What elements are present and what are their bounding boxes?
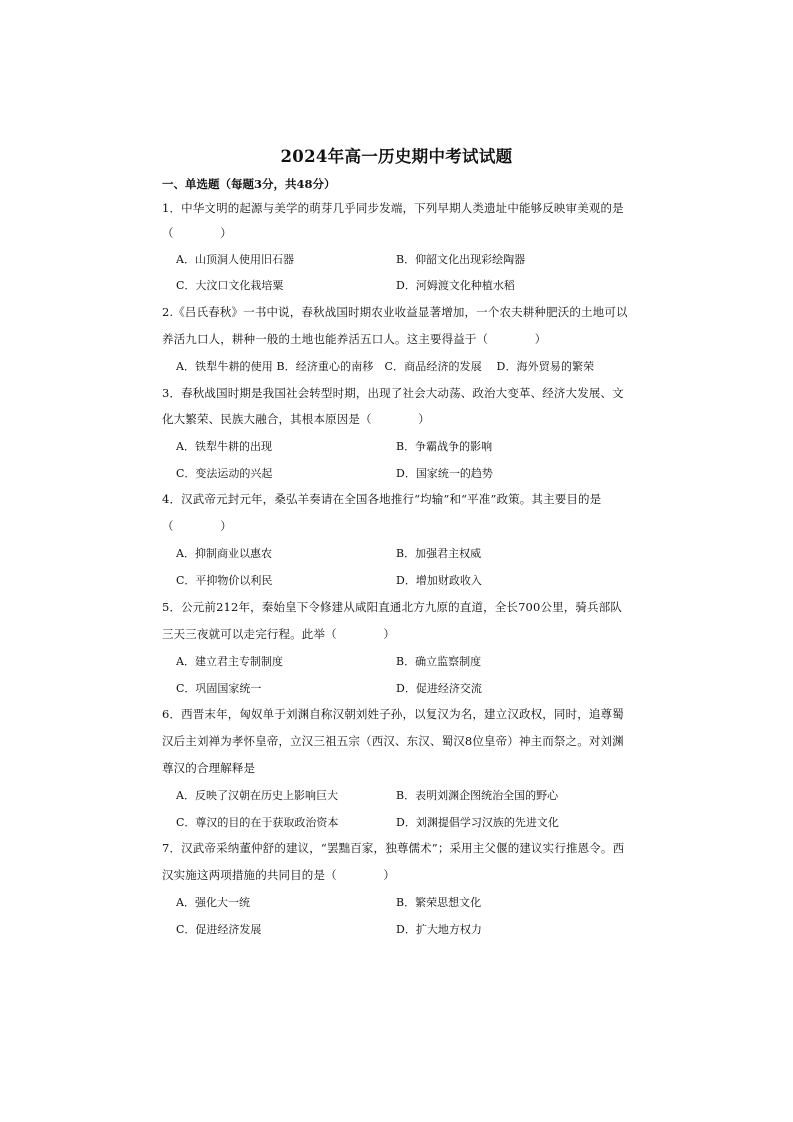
question-4-option-a: A．抑制商业以惠农 bbox=[176, 547, 272, 560]
question-5-option-b: B．确立监察制度 bbox=[396, 655, 482, 668]
question-6-option-a: A．反映了汉朝在历史上影响巨大 bbox=[176, 789, 338, 802]
question-6-option-c: C．尊汉的目的在于获取政治资本 bbox=[176, 816, 339, 829]
question-1-option-d: D．河姆渡文化种植水稻 bbox=[396, 279, 515, 292]
question-7-line-1: 7．汉武帝采纳董仲舒的建议，“罢黜百家，独尊儒术”；采用主父偃的建议实行推恩令。西 bbox=[162, 841, 625, 855]
question-7-option-c: C．促进经济发展 bbox=[176, 923, 262, 936]
question-3-option-d: D．国家统一的趋势 bbox=[396, 467, 493, 480]
question-3-line-2: 化大繁荣、民族大融合，其根本原因是（ ） bbox=[162, 412, 430, 426]
question-1-option-a: A．山顶洞人使用旧石器 bbox=[176, 253, 294, 266]
question-3-option-b: B．争霸战争的影响 bbox=[396, 440, 493, 453]
question-3-option-c: C．变法运动的兴起 bbox=[176, 467, 273, 480]
question-7-option-a: A．强化大一统 bbox=[176, 896, 250, 909]
question-6-line-3: 尊汉的合理解释是 bbox=[162, 761, 256, 775]
question-5-line-2: 三天三夜就可以走完行程。此举（ ） bbox=[162, 627, 395, 641]
question-2-options: A．铁犁牛耕的使用 B．经济重心的南移 C．商品经济的发展 D．海外贸易的繁荣 bbox=[176, 360, 595, 373]
question-4-option-d: D．增加财政收入 bbox=[396, 574, 482, 587]
question-1-line-1: 1．中华文明的起源与美学的萌芽几乎同步发端，下列早期人类遗址中能够反映审美观的是 bbox=[162, 201, 624, 215]
question-2-line-1: 2.《吕氏春秋》一书中说，春秋战国时期农业收益显著增加，一个农夫耕种肥沃的土地可以 bbox=[162, 305, 628, 319]
question-4-line-1: 4．汉武帝元封元年，桑弘羊奏请在全国各地推行“均输”和“平准”政策。其主要目的是 bbox=[162, 492, 602, 506]
question-1-option-c: C．大汶口文化栽培粟 bbox=[176, 279, 284, 292]
question-6-option-d: D．刘渊提倡学习汉族的先进文化 bbox=[396, 816, 559, 829]
question-5-line-1: 5．公元前212年，秦始皇下令修建从咸阳直通北方九原的直道，全长700公里，骑兵部队 bbox=[162, 600, 623, 614]
question-6-line-1: 6．西晋末年，匈奴单于刘渊自称汉朝刘姓子孙，以复汉为名，建立汉政权，同时，追尊蜀 bbox=[162, 707, 624, 721]
question-4-line-2: （ ） bbox=[162, 519, 232, 533]
question-1-line-2: （ ） bbox=[162, 226, 232, 240]
question-6-line-2: 汉后主刘禅为孝怀皇帝，立汉三祖五宗（西汉、东汉、蜀汉8位皇帝）神主而祭之。对刘渊 bbox=[162, 734, 624, 748]
question-5-option-c: C．巩固国家统一 bbox=[176, 682, 262, 695]
question-4-option-b: B．加强君主权威 bbox=[396, 547, 482, 560]
question-5-option-d: D．促进经济交流 bbox=[396, 682, 482, 695]
question-3-option-a: A．铁犁牛耕的出现 bbox=[176, 440, 272, 453]
question-2-line-2: 养活九口人，耕种一般的土地也能养活五口人。这主要得益于（ ） bbox=[162, 332, 547, 346]
question-6-option-b: B．表明刘渊企图统治全国的野心 bbox=[396, 789, 559, 802]
section-heading: 一、单选题（每题3分，共48分） bbox=[162, 177, 336, 191]
question-3-line-1: 3．春秋战国时期是我国社会转型时期，出现了社会大动荡、政治大变革、经济大发展、文 bbox=[162, 386, 624, 400]
question-7-line-2: 汉实施这两项措施的共同目的是（ ） bbox=[162, 868, 395, 882]
question-7-option-d: D．扩大地方权力 bbox=[396, 923, 482, 936]
question-7-option-b: B．繁荣思想文化 bbox=[396, 896, 482, 909]
question-5-option-a: A．建立君主专制制度 bbox=[176, 655, 283, 668]
question-1-option-b: B．仰韶文化出现彩绘陶器 bbox=[396, 253, 526, 266]
page-title: 2024年高一历史期中考试试题 bbox=[280, 147, 513, 166]
question-4-option-c: C．平抑物价以利民 bbox=[176, 574, 273, 587]
